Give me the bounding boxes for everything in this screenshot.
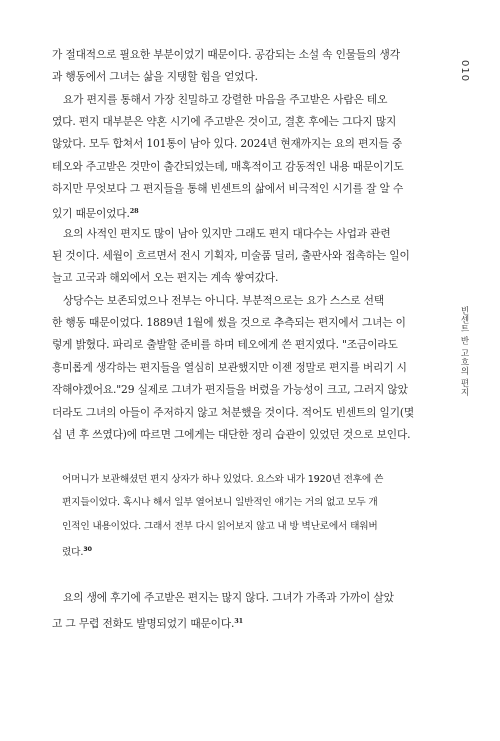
text-line: 요가 편지를 통해서 가장 친밀하고 강렬한 마음을 주고받은 사람은 테오 bbox=[63, 92, 388, 106]
text-line: 요의 사적인 편지도 많이 남아 있지만 그래도 편지 대다수는 사업과 관련 bbox=[63, 226, 391, 240]
quote-line: 편지들이었다. 혹시나 해서 일부 열어보니 일반적인 얘기는 거의 없고 모두 개 bbox=[62, 497, 378, 509]
quote-line: 어머니가 보관해셨던 편지 상자가 하나 있었다. 요스와 내가 1920년 전후에 쓴 bbox=[62, 474, 384, 486]
body-text bbox=[52, 44, 414, 632]
text-line bbox=[52, 200, 414, 222]
text-line: 작해야겠어요."29 실제로 그녀가 편지들을 버렸을 가능성이 크고, 그러지 않았 bbox=[52, 383, 408, 397]
text-line: 테오와 주고받은 것만이 출간되었는데, 매혹적이고 감동적인 내용 때문이기도 bbox=[52, 159, 404, 173]
text-line: 상당수는 보존되었으나 전부는 아니다. 부분적으로는 요가 스스로 선택 bbox=[63, 293, 385, 307]
text-line bbox=[52, 610, 414, 632]
paragraph bbox=[52, 89, 414, 223]
text-line: 하지만 무엇보다 그 편지들을 통해 빈센트의 삶에서 비극적인 시기를 잘 알 수 bbox=[52, 182, 404, 196]
text-line: 않았다. 모두 합쳐서 101통이 남아 있다. 2024년 현재까지는 요의 편지들 중 bbox=[52, 137, 403, 151]
text-line: 더라도 그녀의 아들이 주저하지 않고 처분했을 것이다. 적어도 빈센트의 일기(몇 bbox=[52, 405, 415, 419]
footnote-marker: 30 bbox=[83, 545, 92, 554]
text-line: 십 년 후 쓰였다)에 따르면 그에게는 대단한 정리 습관이 있었던 것으로 보인다. bbox=[52, 427, 411, 441]
text-line: 요의 생에 후기에 주고받은 편지는 많지 않다. 그녀가 가족과 가까이 살았 bbox=[63, 591, 394, 605]
text-line: 늘고 고국과 해외에서 오는 편지는 계속 쌓여갔다. bbox=[52, 271, 279, 285]
footnote-marker: 31 bbox=[234, 616, 244, 625]
quote-line: 인적인 내용이었다. 그래서 전부 다시 읽어보지 않고 내 방 벽난로에서 태워버 bbox=[62, 520, 378, 532]
text-line-content: 있기 때문이었다. bbox=[52, 207, 130, 221]
page-number: 010 bbox=[459, 60, 470, 83]
footnote-marker: 28 bbox=[129, 207, 139, 216]
paragraph bbox=[52, 223, 414, 290]
quote-line-content: 렸다. bbox=[62, 547, 84, 559]
text-line: 였다. 편지 대부분은 약혼 시기에 주고받은 것이고, 결혼 후에는 그다지 많지 bbox=[52, 115, 397, 129]
text-line: 과 행동에서 그녀는 삶을 지탱할 힘을 얻었다. bbox=[52, 70, 258, 84]
text-line-content: 고 그 무렵 전화도 발명되었기 때문이다. bbox=[52, 616, 235, 630]
text-line: 렇게 밝혔다. 파리로 출발할 준비를 하며 테오에게 쓴 편지였다. "조금이라도 bbox=[52, 338, 398, 352]
quote-line bbox=[62, 538, 414, 561]
text-line: 흥미롭게 생각하는 편지들을 열심히 보관했지만 이젠 정말로 편지를 버리기 시 bbox=[52, 360, 407, 374]
paragraph bbox=[52, 290, 414, 446]
block-quote bbox=[62, 468, 414, 561]
running-header: 빈센트 반 고흐의 편지 bbox=[459, 306, 469, 397]
text-line: 가 절대적으로 필요한 부분이었기 때문이다. 공감되는 소설 속 인물들의 생각 bbox=[52, 48, 400, 61]
paragraph bbox=[52, 44, 414, 89]
text-line: 된 것이다. 세월이 흐르면서 전시 기획자, 미술품 딜러, 출판사와 접촉하는 일이 bbox=[52, 249, 410, 263]
text-line: 한 행동 때문이었다. 1889년 1월에 썼을 것으로 추측되는 편지에서 그녀는 이 bbox=[52, 316, 406, 330]
paragraph bbox=[52, 587, 414, 632]
